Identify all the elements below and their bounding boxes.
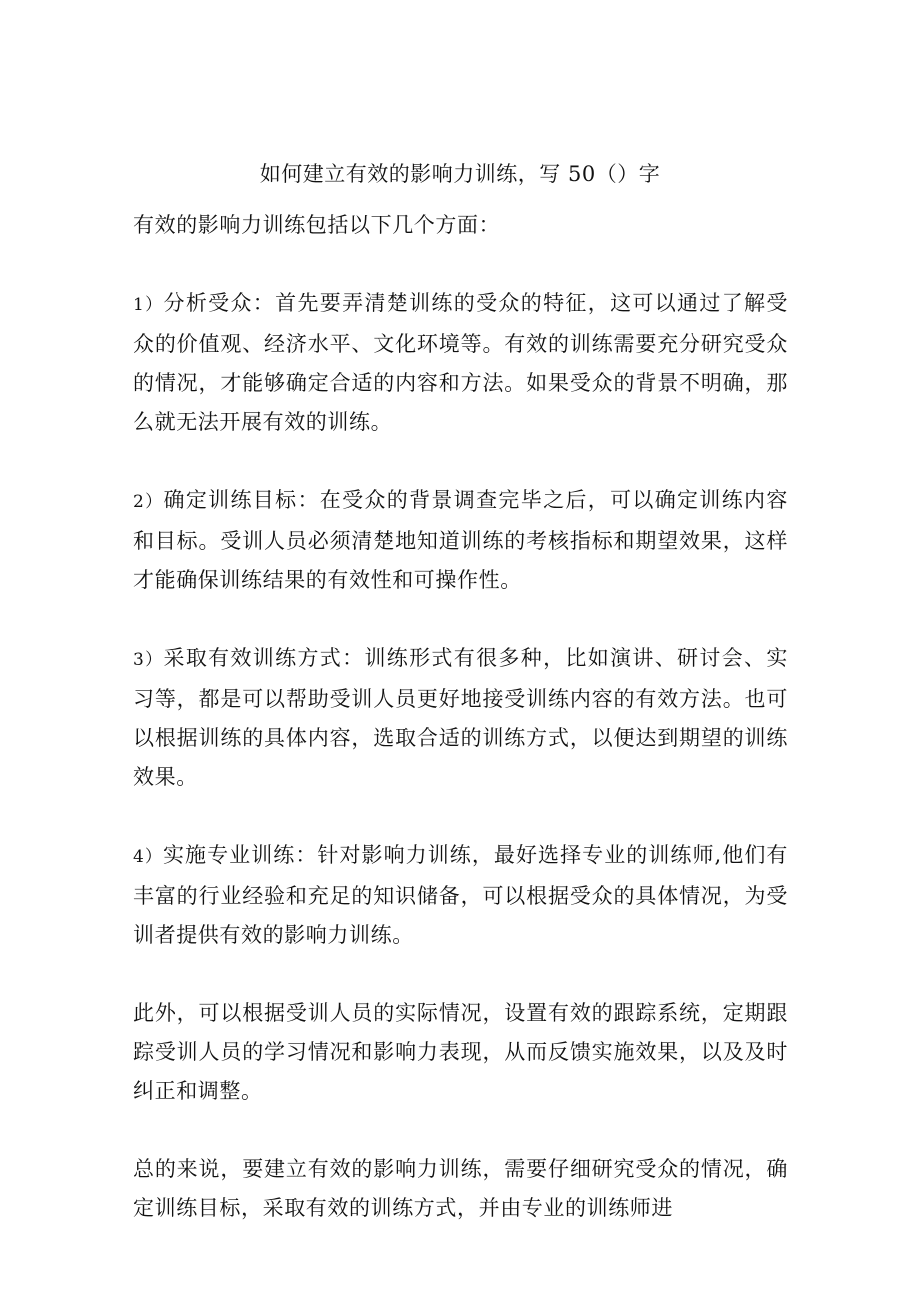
list-item	[133, 836, 788, 955]
intro-paragraph: 有效的影响力训练包括以下几个方面：	[133, 213, 501, 237]
list-item	[133, 481, 788, 600]
item-text: 确定训练目标：在受众的背景调查完毕之后，可以确定训练内容和目标。受训人员必须清楚地知道训练的考核指标和期望效果，这样才能确保训练结果的有效性和可操作性。	[133, 488, 788, 592]
list-item	[133, 639, 788, 797]
item-marker: 4）	[133, 847, 163, 867]
item-marker: 3）	[133, 650, 164, 670]
item-text: 分析受众：首先要弄清楚训练的受众的特征，这可以通过了解受众的价值观、经济水平、文化环境等。有效的训练需要充分研究受众的情况，才能够确定合适的内容和方法。如果受众的背景不明确，那么就无法开展有效的训练。	[133, 291, 788, 434]
item-text: 实施专业训练：针对影响力训练，最好选择专业的训练师,他们有丰富的行业经验和充足的知识储备，可以根据受众的具体情况，为受训者提供有效的影响力训练。	[133, 843, 788, 947]
item-marker: 2）	[133, 492, 164, 512]
extra-paragraph: 此外，可以根据受训人员的实际情况，设置有效的跟踪系统，定期跟踪受训人员的学习情况和影响力表现，从而反馈实施效果，以及及时纠正和调整。	[133, 1001, 788, 1103]
document-title: 如何建立有效的影响力训练，写 50（）字	[259, 162, 661, 186]
document-body	[133, 206, 788, 1267]
conclusion-paragraph: 总的来说，要建立有效的影响力训练，需要仔细研究受众的情况，确定训练目标，采取有效的训练方式，并由专业的训练师进	[133, 1157, 788, 1220]
item-text: 采取有效训练方式：训练形式有很多种，比如演讲、研讨会、实习等，都是可以帮助受训人员更好地接受训练内容的有效方法。也可以根据训练的具体内容，选取合适的训练方式，以便达到期望的训练效果。	[133, 646, 788, 789]
item-marker: 1）	[133, 295, 164, 315]
list-item	[133, 284, 788, 442]
